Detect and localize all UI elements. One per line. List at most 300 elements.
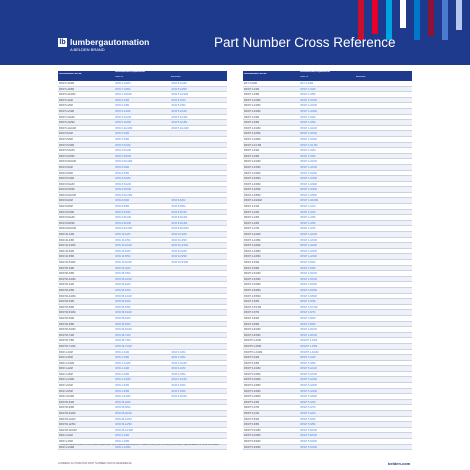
document-title: Part Number Cross Reference (214, 35, 396, 50)
alternative-cell[interactable] (171, 344, 227, 349)
discontinued-part-cell: RKWTH 4-3/10M (244, 350, 263, 354)
alternative-cell[interactable] (171, 282, 227, 287)
direct-fit-cell[interactable]: RKW 5-10/10M (115, 93, 132, 97)
discontinued-part-cell: RKWT 4-8/2M (244, 316, 260, 320)
direct-fit-cell[interactable]: RKW 5-4G/2M (115, 115, 131, 119)
direct-fit-cell[interactable]: RKWT 4-3/1.5M (300, 143, 318, 147)
alternative-cell[interactable] (356, 198, 412, 203)
direct-fit-cell[interactable]: RKW 56-12/2M (115, 417, 132, 421)
direct-fit-cell[interactable]: RKWT 5-4/2M (300, 356, 316, 360)
direct-fit-cell[interactable]: RKWT 4-3/50M (300, 193, 317, 197)
direct-fit-cell[interactable]: RKWT 4-3/30M (300, 182, 317, 186)
direct-fit-cell[interactable]: RKW 56-7/2M (115, 333, 131, 337)
direct-fit-cell[interactable]: RKWT 4-3/15M (300, 165, 317, 169)
direct-fit-cell[interactable]: RKW 4-5/10M (115, 395, 131, 399)
alternative-cell[interactable]: RKW 40-4/10M (171, 244, 188, 248)
alternative-cell[interactable] (356, 428, 412, 433)
alternative-cell[interactable]: RKW 40-4/5M (171, 238, 187, 242)
direct-fit-cell[interactable]: RKWT 4-4/5M (300, 221, 316, 225)
direct-fit-cell[interactable]: RKW 8-8/2M (115, 199, 130, 203)
direct-fit-cell[interactable]: RKW 5-5/5M (115, 137, 130, 141)
alternative-cell[interactable] (356, 411, 412, 416)
direct-fit-cell[interactable]: RKWT 4-3/15M (300, 104, 317, 108)
direct-fit-cell[interactable]: RKWT 4-3/40M (300, 188, 317, 192)
direct-fit-cell[interactable]: RKWT 4-4/7M (300, 227, 316, 231)
alternative-cell[interactable]: RKW 5-4G/2M (171, 115, 188, 119)
alternative-cell[interactable] (171, 148, 227, 153)
discontinued-part-cell: RKWT 4-3/2M (244, 87, 260, 91)
direct-fit-cell[interactable]: RKW 5-5G/5M (115, 154, 131, 158)
direct-fit-cell[interactable]: RKW 5-4G/5M (115, 121, 131, 125)
direct-fit-cell[interactable]: RKW 5-4G/10M (115, 126, 133, 130)
direct-fit-cell[interactable]: RKWT 5-5/10M (300, 428, 317, 432)
direct-fit-cell[interactable]: RKWT 5-4/10M (300, 367, 317, 371)
direct-fit-cell[interactable]: RKWT 4-8/10M (300, 328, 317, 332)
alternative-cell[interactable]: RKW 5-10/5M (171, 87, 187, 91)
alternative-cell[interactable] (356, 126, 412, 131)
direct-fit-cell[interactable]: RKW 40-4/10M (115, 244, 132, 248)
alternative-cell[interactable] (171, 159, 227, 164)
alternative-cell[interactable] (356, 417, 412, 422)
alternative-cell[interactable] (356, 322, 412, 327)
alternative-cell[interactable] (171, 422, 227, 427)
alternative-cell[interactable] (356, 266, 412, 271)
discontinued-part-cell: RKWT 4-3/30M (244, 182, 261, 186)
direct-fit-cell[interactable]: RKWT 4-4/2M (300, 210, 316, 214)
alternative-cell[interactable]: RKW 5-4/2M (171, 98, 186, 102)
alternative-cell[interactable] (171, 171, 227, 176)
alternative-cell[interactable] (356, 422, 412, 427)
alternative-cell[interactable] (356, 361, 412, 366)
alternative-cell[interactable] (356, 159, 412, 164)
discontinued-part-cell: RKW 56-5/10M (59, 311, 76, 315)
alternative-cell[interactable] (171, 187, 227, 192)
direct-fit-cell[interactable]: RKW 5-5G/10M (115, 160, 133, 164)
alternative-cell[interactable]: RKW 5-4G/10M (171, 126, 189, 130)
discontinued-part-cell: RKWT 5-5/5M (244, 423, 260, 427)
alternative-cell[interactable] (356, 193, 412, 198)
alternative-cell[interactable]: RKW 5-10/10M (171, 93, 188, 97)
alternative-cell[interactable] (171, 182, 227, 187)
direct-fit-cell[interactable]: RKW 4-5/5M (115, 389, 130, 393)
alternative-cell[interactable] (356, 109, 412, 114)
alternative-cell[interactable]: RKW 8-8/10M (171, 210, 187, 214)
alternative-cell[interactable] (356, 377, 412, 382)
direct-fit-cell[interactable]: RKW 56-12/5M (115, 423, 132, 427)
direct-fit-cell[interactable]: RKW 8-5/10M (115, 177, 131, 181)
alternative-cell[interactable] (171, 154, 227, 159)
alternative-cell[interactable]: RKW 4-5/10M (171, 395, 187, 399)
direct-fit-cell[interactable]: RKWT 4-3/2M (300, 87, 316, 91)
direct-fit-cell[interactable]: RKWT 4-5/5M (300, 266, 316, 270)
alternative-cell[interactable] (356, 372, 412, 377)
alternative-cell[interactable] (171, 137, 227, 142)
alternative-cell[interactable] (356, 165, 412, 170)
discontinued-part-cell: RKW 56-6/10M (59, 328, 76, 332)
alternative-cell[interactable] (171, 405, 227, 410)
direct-fit-cell[interactable]: RKW 56-9/2M (115, 400, 131, 404)
alternative-cell[interactable]: RKW 5-4G/5M (171, 121, 188, 125)
alternative-cell[interactable] (356, 176, 412, 181)
alternative-cell[interactable] (171, 271, 227, 276)
alternative-cell[interactable]: RKW 8-8/2M (171, 199, 186, 203)
alternative-cell[interactable] (356, 439, 412, 444)
discontinued-part-cell: RKW 56-6/5M (59, 322, 75, 326)
alternative-cell[interactable]: RKW 4-3/2M (171, 350, 186, 354)
direct-fit-cell[interactable]: RKWT 4-3/2M (300, 115, 316, 119)
direct-fit-cell[interactable]: RKW 8-5/5M (115, 171, 130, 175)
direct-fit-cell[interactable]: RKWT 5-5/5M (300, 423, 316, 427)
direct-fit-cell[interactable]: RKW 56-7/10M (115, 344, 132, 348)
alternative-cell[interactable] (356, 232, 412, 237)
alternative-cell[interactable] (356, 299, 412, 304)
discontinued-part-cell: RKWT 4-5/25M (244, 288, 261, 292)
direct-fit-cell[interactable]: RKWT 4-4/1M (300, 205, 316, 209)
direct-fit-cell[interactable]: RKW 40-5/10M (115, 261, 132, 264)
alternative-cell[interactable] (356, 171, 412, 176)
direct-fit-cell[interactable]: RKW 56-4/10M (115, 294, 132, 298)
direct-fit-cell[interactable]: RKW 56-5/2M (115, 300, 131, 304)
alternative-cell[interactable] (356, 182, 412, 187)
direct-fit-cell[interactable]: RKWT 5-4/50M (300, 395, 317, 399)
alternative-cell[interactable]: RKW 4-4/5M (171, 372, 186, 376)
alternative-cell[interactable]: RKW 5-4/10M (171, 109, 187, 113)
direct-fit-cell[interactable]: RKWT 4-8/15M (300, 333, 317, 337)
direct-fit-cell[interactable]: RKWT 4-3/10M (300, 160, 317, 164)
direct-fit-cell[interactable]: RKWT 4-4/30M (300, 255, 317, 259)
alternative-cell[interactable] (171, 305, 227, 310)
alternative-cell[interactable]: RKW 4-4/10M (171, 378, 187, 382)
alternative-cell[interactable] (356, 221, 412, 226)
col-group-header: Recommended Replacement (300, 71, 330, 73)
alternative-cell[interactable] (171, 193, 227, 198)
alternative-cell[interactable] (356, 120, 412, 125)
alternative-cell[interactable] (356, 154, 412, 159)
direct-fit-cell[interactable]: RKW 56-3/10M (115, 277, 132, 281)
alternative-cell[interactable] (171, 322, 227, 327)
alternative-cell[interactable]: RKW 4-3/10M (171, 361, 187, 365)
alternative-cell[interactable] (356, 394, 412, 399)
direct-fit-cell[interactable]: RKW 4-4/5M (115, 372, 130, 376)
alternative-cell[interactable]: RKW 40-5/5M (171, 255, 187, 259)
alternative-cell[interactable] (356, 249, 412, 254)
color-stripe (456, 0, 462, 30)
direct-fit-cell[interactable]: RKW 5-5G/2M (115, 149, 131, 153)
direct-fit-cell[interactable]: RKW 56-5/5M (115, 305, 131, 309)
discontinued-part-cell: RKW 8-5G/10M (59, 193, 76, 197)
alternative-cell[interactable] (356, 131, 412, 136)
direct-fit-cell[interactable]: RKWT 4-3/5M (300, 93, 316, 97)
direct-fit-cell[interactable]: RKWTH 4-3/10M (300, 350, 319, 354)
alternative-cell[interactable] (356, 137, 412, 142)
direct-fit-cell[interactable]: RKW 8-8/5M (115, 205, 130, 209)
direct-fit-cell[interactable]: RKW 5-5/10M (115, 143, 131, 147)
alternative-cell[interactable] (356, 282, 412, 287)
col-direct-header: Direct Fit (115, 76, 123, 78)
discontinued-part-cell: RKWT 5-5/10M (244, 428, 261, 432)
alternative-cell[interactable] (356, 405, 412, 410)
alternative-cell[interactable] (171, 417, 227, 422)
direct-fit-cell[interactable]: RKW 5-5/2M (115, 132, 130, 136)
direct-fit-cell[interactable]: RKWT 4-5/7M (300, 311, 316, 315)
direct-fit-cell[interactable]: RKWT 4-3/20M (300, 109, 317, 113)
direct-fit-cell[interactable]: RKWT 4-4/10M (300, 233, 317, 237)
alternative-cell[interactable] (356, 243, 412, 248)
discontinued-part-cell: RKW 5-10/10M (59, 93, 76, 97)
alternative-cell[interactable] (356, 288, 412, 293)
direct-fit-cell[interactable]: RKW 5-4/2M (115, 98, 130, 102)
alternative-cell[interactable] (356, 210, 412, 215)
alternative-cell[interactable] (356, 98, 412, 103)
alternative-cell[interactable] (171, 277, 227, 282)
direct-fit-cell[interactable]: RKWT 4-3/10M (300, 126, 317, 130)
alternative-cell[interactable] (356, 87, 412, 92)
alternative-cell[interactable] (171, 439, 227, 444)
direct-fit-cell[interactable]: RKWT 4-4/25M (300, 249, 317, 253)
direct-fit-cell[interactable]: RKWT 5-4/25M (300, 384, 317, 388)
direct-fit-cell[interactable]: RKW 4-3/2M (115, 350, 130, 354)
direct-fit-cell[interactable]: RKW 56-4/2M (115, 283, 131, 287)
alternative-cell[interactable]: RKW 40-4/2M (171, 233, 187, 237)
direct-fit-cell[interactable]: RKW 8-8G/5M (115, 221, 131, 225)
alternative-cell[interactable] (171, 433, 227, 438)
col-discontinued-header: Discontinued Part No. (244, 73, 267, 75)
direct-fit-cell[interactable]: RKW 4-4/5M (115, 440, 130, 443)
alternative-cell[interactable] (356, 226, 412, 231)
discontinued-part-cell: RKWT 4-3/5M (244, 93, 260, 97)
alternative-cell[interactable] (171, 400, 227, 405)
alternative-cell[interactable] (171, 428, 227, 433)
direct-fit-cell[interactable]: RKWT 4-3/15M (300, 132, 317, 136)
alternative-cell[interactable] (356, 204, 412, 209)
alternative-cell[interactable] (171, 333, 227, 338)
alternative-cell[interactable]: RKW 4-5/5M (171, 389, 186, 393)
direct-fit-cell[interactable]: RKW 4-4/2M (115, 367, 130, 371)
alternative-cell[interactable] (356, 254, 412, 259)
direct-fit-cell[interactable]: RKWT 4-5/15M (300, 277, 317, 281)
alternative-cell[interactable] (171, 310, 227, 315)
direct-fit-cell[interactable]: RKW 56-4/5M (115, 288, 131, 292)
direct-fit-cell[interactable]: RKWT 5-4/3M (300, 400, 316, 404)
direct-fit-cell[interactable]: RKWT 5-5/25M (300, 445, 317, 449)
direct-fit-cell[interactable]: RKW 4-3/10M (115, 361, 131, 365)
discontinued-part-cell: RKW 8-5/10M (59, 177, 75, 181)
direct-fit-cell[interactable]: RKWT 4-3/5M (300, 154, 316, 158)
discontinued-part-cell: RKW 56-7/2M (59, 333, 75, 337)
alternative-cell[interactable] (171, 266, 227, 271)
alternative-cell[interactable] (356, 81, 412, 86)
direct-fit-cell[interactable]: RKW 5-10/5M (115, 87, 131, 91)
alternative-cell[interactable]: RKW 8-8G/2M (171, 216, 188, 220)
direct-fit-cell[interactable]: RKW 56-3/2M (115, 266, 131, 270)
direct-fit-cell[interactable]: RKW 40-5/2M (115, 249, 131, 253)
discontinued-part-cell: RKW 56-12/2M (59, 417, 76, 421)
alternative-cell[interactable] (356, 400, 412, 405)
direct-fit-cell[interactable]: RKWT 5-5/20M (300, 440, 317, 443)
alternative-cell[interactable] (171, 165, 227, 170)
alternative-cell[interactable] (356, 271, 412, 276)
alternative-cell[interactable]: RKW 5-10/2M (171, 82, 187, 85)
direct-fit-cell[interactable]: RKW 4-5/2M (115, 384, 130, 388)
alternative-cell[interactable]: RKW 40-5/10M (171, 261, 188, 264)
alternative-cell[interactable]: RKW 8-8G/5M (171, 221, 188, 225)
direct-fit-cell[interactable]: RKWTH 4-3/2M (300, 339, 318, 343)
discontinued-part-cell: RKWT 4-5/15M (244, 277, 261, 281)
alternative-cell[interactable] (171, 411, 227, 416)
alternative-cell[interactable] (356, 294, 412, 299)
direct-fit-cell[interactable]: RKW 56-9/5M (115, 406, 131, 410)
direct-fit-cell[interactable]: RKW 5-4/10M (115, 109, 131, 113)
direct-fit-cell[interactable]: RKW 5-10/2M (115, 82, 131, 85)
alternative-cell[interactable] (356, 355, 412, 360)
direct-fit-cell[interactable]: RKW 40-4/2M (115, 233, 131, 237)
direct-fit-cell[interactable]: RKWT 4-3/5M (300, 121, 316, 125)
discontinued-part-cell: RKWT 4-3/100M (244, 199, 262, 203)
direct-fit-cell[interactable]: RKW 8-8G/2M (115, 216, 131, 220)
discontinued-part-cell: RKWT 4-4/30M (244, 255, 261, 259)
alternative-cell[interactable] (356, 344, 412, 349)
color-stripe (414, 0, 420, 40)
direct-fit-cell[interactable]: RKWT 5-4/7M (300, 406, 316, 410)
direct-fit-cell[interactable]: RKW 8-5G/5M (115, 188, 131, 192)
direct-fit-cell[interactable]: RKW 8-5G/10M (115, 193, 133, 197)
alternative-cell[interactable]: RKW 40-5/2M (171, 249, 187, 253)
direct-fit-cell[interactable]: RKW 8-8/10M (115, 210, 131, 214)
alternative-cell[interactable] (356, 148, 412, 153)
direct-fit-cell[interactable]: RKWT 5-5/2M (300, 417, 316, 421)
direct-fit-cell[interactable]: RKWT 4-5/50M (300, 294, 317, 298)
discontinued-part-cell: RKW 56-3/5M (59, 272, 75, 276)
direct-fit-cell[interactable]: RKWT 4-4/20M (300, 244, 317, 248)
discontinued-part-cell: RKWT 4-3/10M (244, 160, 261, 164)
direct-fit-cell[interactable]: RKWT 4-3/25M (300, 177, 317, 181)
alternative-cell[interactable]: RKW 4-4/2M (171, 367, 186, 371)
discontinued-part-cell: RKW 8-8/2M (59, 199, 73, 203)
alternative-cell[interactable] (171, 327, 227, 332)
direct-fit-cell[interactable]: RKWT 4-8/5M (300, 322, 316, 326)
alternative-cell[interactable] (356, 433, 412, 438)
alternative-cell[interactable] (356, 115, 412, 120)
discontinued-part-cell: RKW 40-4/5M (59, 238, 75, 242)
alternative-cell[interactable] (356, 333, 412, 338)
discontinued-part-cell: RKWT 5-4/2M (244, 356, 260, 360)
direct-fit-cell[interactable]: RKW 56-6/5M (115, 322, 131, 326)
discontinued-part-cell: RKWT 4-4/25M (244, 249, 261, 253)
alternative-cell[interactable] (356, 143, 412, 148)
alternative-cell[interactable] (171, 316, 227, 321)
discontinued-part-cell: RKWT 4-3/10M (244, 98, 261, 102)
direct-fit-cell[interactable]: RKWT 4-5/2M (300, 261, 316, 264)
direct-fit-cell[interactable]: RKWT 5-4/1M (300, 412, 316, 416)
direct-fit-cell[interactable]: RKWT 4-4/15M (300, 238, 317, 242)
discontinued-part-cell: RKW 56-6/2M (59, 316, 75, 320)
direct-fit-cell[interactable]: RKWT 4-3/100M (300, 199, 319, 203)
direct-fit-cell[interactable]: RKWT 5-5/15M (300, 434, 317, 438)
direct-fit-cell[interactable]: RKWT 4-3/20M (300, 171, 317, 175)
direct-fit-cell[interactable]: RKW 4-4/10M (115, 445, 131, 449)
alternative-cell[interactable]: RKW 4-5/2M (171, 384, 186, 388)
discontinued-part-cell: RKT 4-3/2M (244, 82, 257, 85)
alternative-cell[interactable] (356, 238, 412, 243)
alternative-cell[interactable] (356, 316, 412, 321)
direct-fit-cell[interactable]: RKWT 4-3/2M (300, 149, 316, 153)
alternative-cell[interactable] (356, 350, 412, 355)
direct-fit-cell[interactable]: RKWTH 4-3/5M (300, 344, 318, 348)
discontinued-part-cell: RKW 8-8/5M (59, 205, 73, 209)
direct-fit-cell[interactable]: RKWT 4-3/20M (300, 137, 317, 141)
direct-fit-cell[interactable]: RKWT 5-4/30M (300, 389, 317, 393)
direct-fit-cell[interactable]: RKWT 4-5/10M (300, 272, 317, 276)
alternative-cell[interactable] (356, 260, 412, 265)
direct-fit-cell[interactable]: RKW 4-3/5M (115, 356, 130, 360)
alternative-cell[interactable] (171, 338, 227, 343)
direct-fit-cell[interactable]: RKW 8-8G/10M (115, 227, 133, 231)
direct-fit-cell[interactable]: RKWT 5-4/15M (300, 372, 317, 376)
direct-fit-cell[interactable]: RKWT 4-5/3M (300, 300, 316, 304)
alternative-cell[interactable] (356, 92, 412, 97)
direct-fit-cell[interactable]: RKWT 5-4/20M (300, 378, 317, 382)
direct-fit-cell[interactable]: RKW 56-9/10M (115, 412, 132, 416)
alternative-cell[interactable] (356, 277, 412, 282)
alternative-cell[interactable] (171, 131, 227, 136)
direct-fit-cell[interactable]: RKW 56-7/5M (115, 339, 131, 343)
alternative-cell[interactable] (356, 103, 412, 108)
direct-fit-cell[interactable]: RKW 56-6/10M (115, 328, 132, 332)
alternative-cell[interactable] (171, 143, 227, 148)
direct-fit-cell[interactable]: RKW 5-4/5M (115, 104, 130, 108)
website-link[interactable]: belden.com (388, 461, 411, 466)
discontinued-part-cell: RKW 56-12/10M (59, 428, 77, 432)
direct-fit-cell[interactable]: RKWT 4-5/1.5M (300, 305, 318, 309)
alternative-cell[interactable] (171, 288, 227, 293)
discontinued-part-cell: RKW 56-4/10M (59, 294, 76, 298)
alternative-cell[interactable] (356, 389, 412, 394)
direct-fit-cell[interactable]: RKW 4-4/10M (115, 378, 131, 382)
alternative-cell[interactable]: RKW 4-3/5M (171, 356, 186, 360)
direct-fit-cell[interactable]: RKW 56-12/10M (115, 428, 133, 432)
alternative-cell[interactable] (171, 176, 227, 181)
alternative-cell[interactable] (356, 310, 412, 315)
direct-fit-cell[interactable]: RKW 4-4/2M (115, 434, 130, 438)
alternative-cell[interactable] (356, 305, 412, 310)
direct-fit-cell[interactable]: RKWT 4-5/20M (300, 283, 317, 287)
direct-fit-cell[interactable]: RKWT 4-3/10M (300, 98, 317, 102)
direct-fit-cell[interactable]: RKWT 4-4/3M (300, 216, 316, 220)
alternative-cell[interactable] (171, 294, 227, 299)
alternative-cell[interactable] (356, 338, 412, 343)
alternative-cell[interactable] (356, 366, 412, 371)
direct-fit-cell[interactable]: RKT 4-3/2M (300, 82, 314, 85)
alternative-cell[interactable] (171, 299, 227, 304)
direct-fit-cell[interactable]: RKWT 4-8/2M (300, 316, 316, 320)
alternative-cell[interactable] (356, 327, 412, 332)
alternative-cell[interactable]: RKW 8-8/5M (171, 205, 186, 209)
alternative-cell[interactable] (356, 215, 412, 220)
direct-fit-cell[interactable]: RKW 8-5/2M (115, 165, 130, 169)
direct-fit-cell[interactable]: RKW 40-5/5M (115, 255, 131, 259)
alternative-cell[interactable] (356, 187, 412, 192)
direct-fit-cell[interactable]: RKW 56-6/2M (115, 316, 131, 320)
direct-fit-cell[interactable]: RKW 56-3/5M (115, 272, 131, 276)
alternative-cell[interactable]: RKW 8-8G/10M (171, 227, 189, 231)
direct-fit-cell[interactable]: RKWT 5-4/5M (300, 361, 316, 365)
direct-fit-cell[interactable]: RKW 8-5G/2M (115, 182, 131, 186)
direct-fit-cell[interactable]: RKW 40-4/5M (115, 238, 131, 242)
direct-fit-cell[interactable]: RKW 56-5/10M (115, 311, 132, 315)
alternative-cell[interactable]: RKW 5-4/5M (171, 104, 186, 108)
alternative-cell[interactable] (356, 383, 412, 388)
direct-fit-cell[interactable]: RKWT 4-5/25M (300, 288, 317, 292)
